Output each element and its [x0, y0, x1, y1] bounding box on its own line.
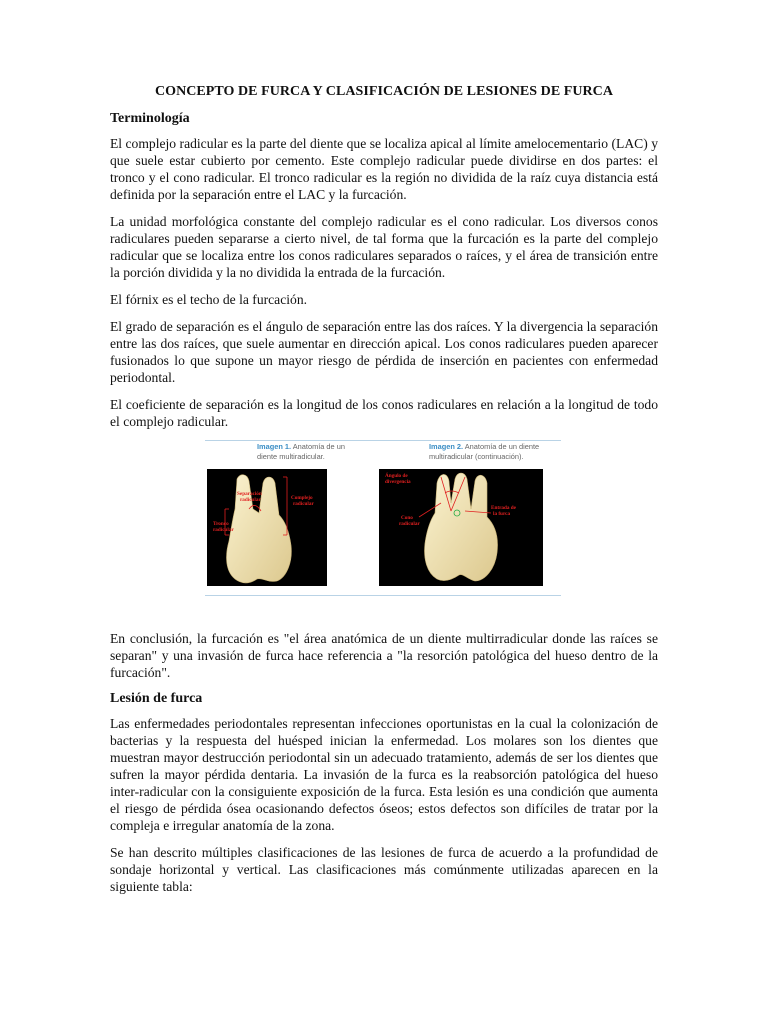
svg-text:radicular: radicular: [240, 497, 261, 503]
paragraph: El grado de separación es el ángulo de separación entre las dos raíces. Y la divergencia la separación entre las dos raíces, que suele aumentar en dirección apical. Los conos radiculares pueden aparecer fusionados lo que supone un mayor riesgo de pérdida de inserción en pacientes con enfermedad periodontal.: [110, 319, 658, 385]
paragraph-conclusion: En conclusión, la furcación es "el área anatómica de un diente multirradicular donde las raíces se separan" y una invasión de furca hace referencia a "la resorción patológica del hueso dentro de la furcación".: [110, 631, 658, 680]
caption-label: Imagen 1.: [257, 442, 292, 451]
tooth-anatomy-figure: [205, 440, 561, 598]
caption-text: Anatomía de un diente multiradicular (continuación).: [429, 442, 540, 461]
paragraph: Las enfermedades periodontales representan infecciones oportunistas en la cual la colonización de bacterias y la respuesta del huésped inician la enfermedad. Los molares son los dientes que muestran mayor destrucción periodontal sin un adecuado tratamiento, además de ser los dientes que sufren la mayor pérdida dentaria. La invasión de la furca es la reabsorción patológica del hueso inter-radicular con la consiguiente exposición de la furca. Esta lesión es una condición que aumenta el riesgo de pérdida ósea ocasionando defectos óseos; estos defectos son difíciles de tratar por la compleja e irregular anatomía de la zona.: [110, 716, 658, 833]
label-tronco-radicular: Tronco: [213, 521, 229, 527]
svg-text:divergencia: divergencia: [385, 479, 411, 485]
section-heading-terminologia: Terminología: [110, 111, 190, 126]
svg-text:la furca: la furca: [493, 511, 511, 517]
svg-text:radicular: radicular: [293, 501, 314, 507]
figure-caption-1: [257, 442, 367, 462]
caption-label: Imagen 2.: [429, 442, 464, 451]
label-entrada-furca: Entrada de: [491, 505, 516, 511]
paragraph: El complejo radicular es la parte del diente que se localiza apical al límite amelocementario (LAC) y que suele estar cubierto por cemento. Este complejo radicular puede dividirse en dos partes: el tronco y el cono radicular. El tronco radicular es la región no dividida de la raíz cuya distancia está definida por la separación entre el LAC y la furcación.: [110, 136, 658, 202]
label-cono-radicular: Cono: [401, 515, 413, 521]
tooth-image-1: [207, 469, 327, 586]
paragraph: La unidad morfológica constante del complejo radicular es el cono radicular. Los diversos conos radiculares pueden separarse a cierto nivel, de tal forma que la furcación es la parte del complejo radicular que se localiza entre los conos radiculares separados o raíces, y el área de transición entre la porción dividida y la no dividida la entrada de la furcación.: [110, 214, 658, 280]
tooth-shape: [425, 473, 498, 581]
figure-caption-2: [429, 442, 561, 462]
figure-top-rule: [205, 440, 561, 441]
paragraph: Se han descrito múltiples clasificaciones de las lesiones de furca de acuerdo a la profundidad de sondaje horizontal y vertical. Las clasificaciones más comúnmente utilizadas aparecen en la siguiente tabla:: [110, 845, 658, 894]
caption-text: Anatomía de un diente multiradicular.: [257, 442, 345, 461]
label-complejo-radicular: Complejo: [291, 495, 313, 501]
document-title: CONCEPTO DE FURCA Y CLASIFICACIÓN DE LESIONES DE FURCA: [154, 84, 614, 99]
svg-text:radicular: radicular: [399, 521, 420, 527]
paragraph: El coeficiente de separación es la longitud de los conos radiculares en relación a la longitud de todo el complejo radicular.: [110, 397, 658, 429]
tooth-image-2: [379, 469, 543, 586]
svg-text:radicular: radicular: [213, 527, 234, 533]
label-separacion-radicular: Separación: [237, 491, 262, 497]
document-content: [110, 84, 658, 905]
label-angulo-divergencia: Ángulo de: [385, 473, 408, 479]
tooth-illustration-2: [379, 469, 543, 586]
section-heading-lesion-de-furca: Lesión de furca: [110, 691, 203, 706]
figure-bottom-rule: [205, 595, 561, 596]
paragraph: El fórnix es el techo de la furcación.: [110, 292, 308, 307]
tooth-illustration-1: [207, 469, 327, 586]
